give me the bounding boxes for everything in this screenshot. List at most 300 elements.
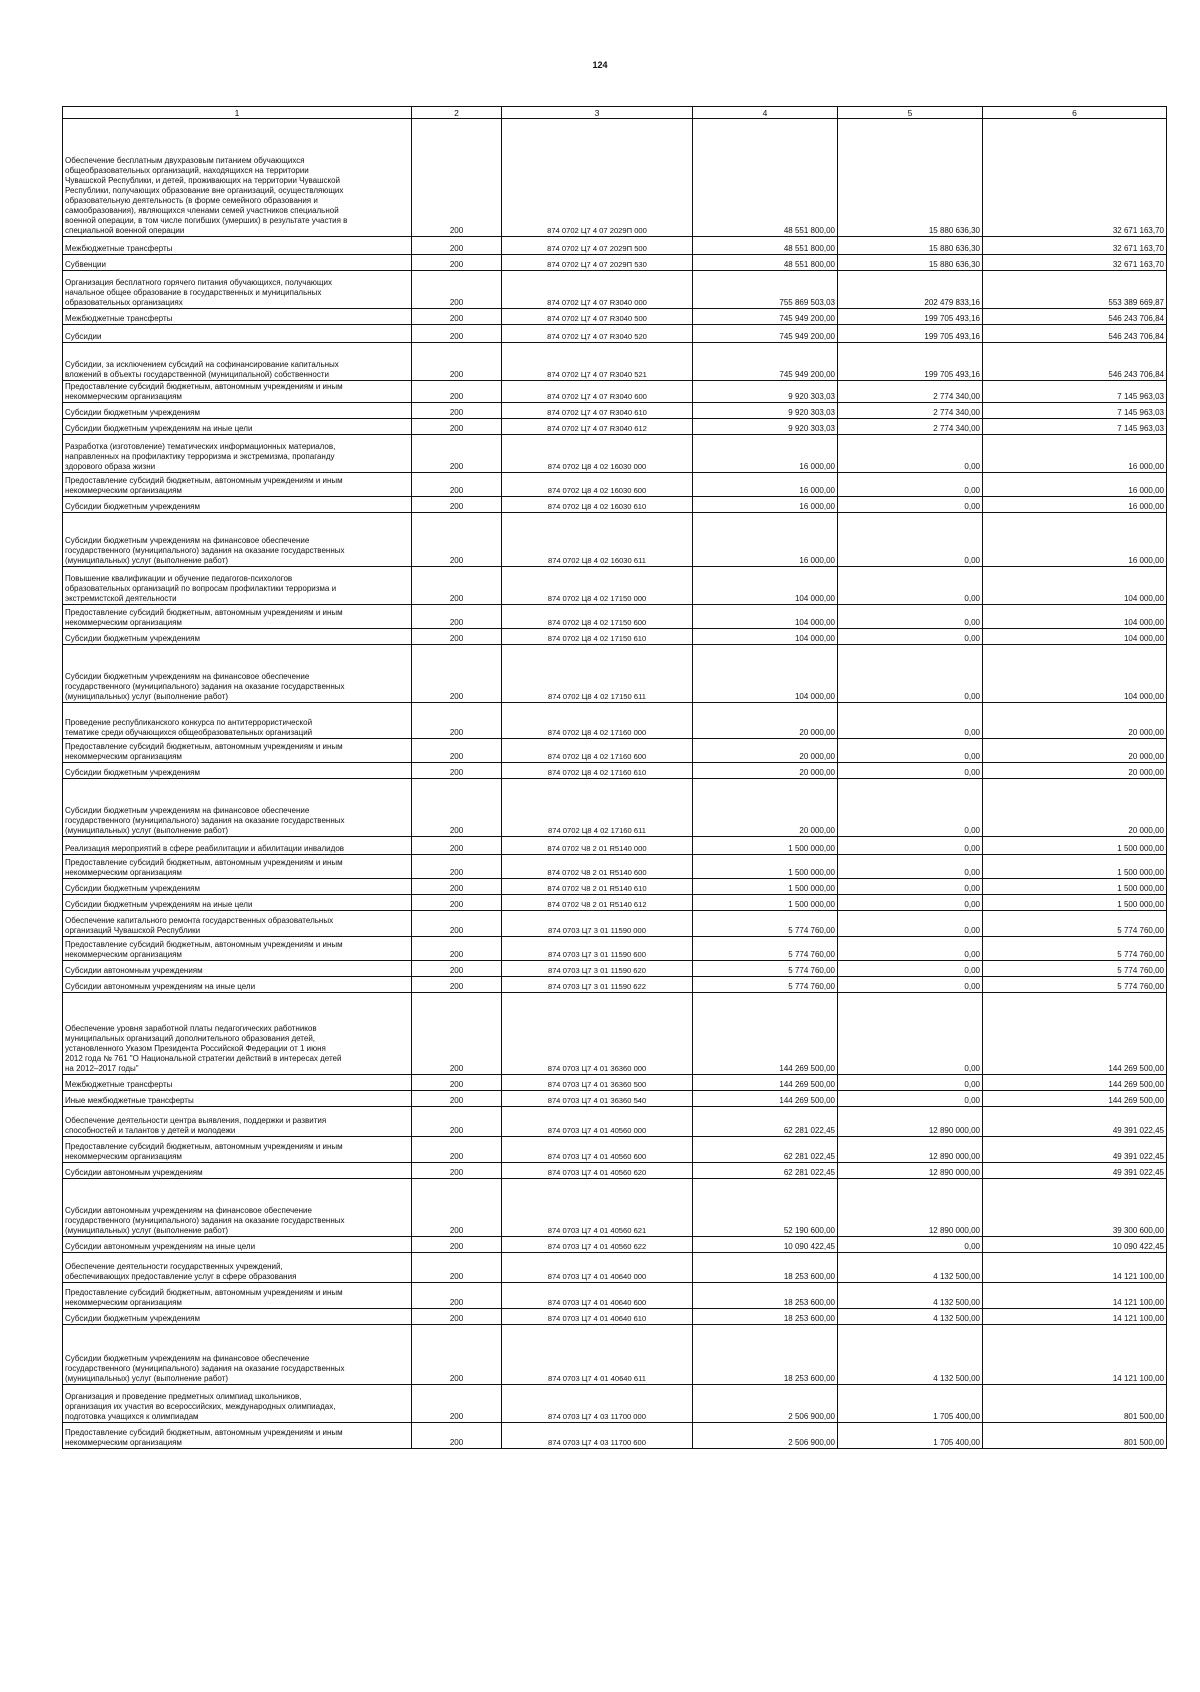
row-code-cell: 200	[412, 977, 502, 993]
row-amount-remaining-cell: 14 121 100,00	[983, 1253, 1167, 1283]
row-name-cell: Межбюджетные трансферты	[63, 1075, 412, 1091]
row-code-cell: 200	[412, 1163, 502, 1179]
row-kbk-cell: 874 0702 Ц8 4 02 16030 600	[502, 473, 693, 497]
row-amount-remaining-cell: 20 000,00	[983, 703, 1167, 739]
row-amount-executed-cell: 15 880 636,30	[838, 255, 983, 271]
table-row	[63, 703, 1167, 739]
row-amount-total-cell: 48 551 800,00	[693, 255, 838, 271]
row-code-cell: 200	[412, 837, 502, 855]
row-amount-executed-cell: 4 132 500,00	[838, 1253, 983, 1283]
row-kbk-cell: 874 0703 Ц7 4 01 40640 600	[502, 1283, 693, 1309]
row-amount-executed-cell: 0,00	[838, 911, 983, 937]
row-amount-remaining-cell: 32 671 163,70	[983, 255, 1167, 271]
row-amount-remaining-cell: 14 121 100,00	[983, 1309, 1167, 1325]
row-name-cell: Субсидии бюджетным учреждениям	[63, 497, 412, 513]
row-kbk-cell: 874 0702 Ч8 2 01 R5140 610	[502, 879, 693, 895]
row-kbk-cell: 874 0702 Ц8 4 02 17160 000	[502, 703, 693, 739]
row-amount-total-cell: 1 500 000,00	[693, 855, 838, 879]
row-code-cell: 200	[412, 911, 502, 937]
row-code-cell: 200	[412, 605, 502, 629]
row-kbk-cell: 874 0703 Ц7 4 03 11700 600	[502, 1423, 693, 1449]
row-code-cell: 200	[412, 739, 502, 763]
row-amount-remaining-cell: 5 774 760,00	[983, 911, 1167, 937]
row-name-cell: Обеспечение капитального ремонта государственных образовательных организаций Чувашской Республики	[63, 911, 412, 937]
row-amount-total-cell: 1 500 000,00	[693, 837, 838, 855]
row-code-cell: 200	[412, 645, 502, 703]
row-amount-executed-cell: 12 890 000,00	[838, 1179, 983, 1237]
table-row	[63, 1325, 1167, 1385]
table-row	[63, 937, 1167, 961]
row-kbk-cell: 874 0702 Ц8 4 02 17150 611	[502, 645, 693, 703]
table-row	[63, 497, 1167, 513]
row-name-cell: Субсидии бюджетным учреждениям на иные цели	[63, 419, 412, 435]
row-code-cell: 200	[412, 381, 502, 403]
row-kbk-cell: 874 0702 Ц7 4 07 2029П 500	[502, 237, 693, 255]
row-amount-executed-cell: 1 705 400,00	[838, 1423, 983, 1449]
row-kbk-cell: 874 0703 Ц7 4 01 40640 610	[502, 1309, 693, 1325]
row-amount-total-cell: 5 774 760,00	[693, 961, 838, 977]
row-amount-total-cell: 104 000,00	[693, 629, 838, 645]
row-amount-total-cell: 16 000,00	[693, 497, 838, 513]
row-code-cell: 200	[412, 993, 502, 1075]
row-name-cell: Обеспечение деятельности центра выявления, поддержки и развития способностей и талантов у детей и молодежи	[63, 1107, 412, 1137]
row-amount-total-cell: 62 281 022,45	[693, 1163, 838, 1179]
row-kbk-cell: 874 0702 Ц7 4 07 R3040 000	[502, 271, 693, 309]
table-row	[63, 837, 1167, 855]
row-kbk-cell: 874 0703 Ц7 4 01 40640 000	[502, 1253, 693, 1283]
row-name-cell: Проведение республиканского конкурса по антитеррористической тематике среди обучающихся общеобразовательных организаций	[63, 703, 412, 739]
row-name-cell: Субсидии бюджетным учреждениям	[63, 629, 412, 645]
row-amount-remaining-cell: 16 000,00	[983, 473, 1167, 497]
row-kbk-cell: 874 0702 Ц7 4 07 R3040 521	[502, 343, 693, 381]
row-amount-total-cell: 104 000,00	[693, 605, 838, 629]
row-amount-executed-cell: 2 774 340,00	[838, 381, 983, 403]
row-amount-total-cell: 18 253 600,00	[693, 1253, 838, 1283]
row-name-cell: Предоставление субсидий бюджетным, автономным учреждениям и иным некоммерческим организациям	[63, 937, 412, 961]
row-amount-executed-cell: 12 890 000,00	[838, 1107, 983, 1137]
row-code-cell: 200	[412, 271, 502, 309]
row-name-cell: Организация бесплатного горячего питания обучающихся, получающих начальное общее образование в государственных и муниципальных образовательных организациях	[63, 271, 412, 309]
row-amount-total-cell: 16 000,00	[693, 435, 838, 473]
row-kbk-cell: 874 0702 Ц8 4 02 17160 600	[502, 739, 693, 763]
row-code-cell: 200	[412, 1253, 502, 1283]
row-amount-executed-cell: 0,00	[838, 473, 983, 497]
row-name-cell: Предоставление субсидий бюджетным, автономным учреждениям и иным некоммерческим организациям	[63, 605, 412, 629]
row-amount-total-cell: 20 000,00	[693, 739, 838, 763]
row-name-cell: Предоставление субсидий бюджетным, автономным учреждениям и иным некоммерческим организациям	[63, 855, 412, 879]
row-amount-executed-cell: 2 774 340,00	[838, 419, 983, 435]
row-amount-remaining-cell: 7 145 963,03	[983, 419, 1167, 435]
column-header-3: 3	[502, 107, 693, 119]
row-kbk-cell: 874 0703 Ц7 4 01 40560 600	[502, 1137, 693, 1163]
row-amount-remaining-cell: 104 000,00	[983, 567, 1167, 605]
row-name-cell: Предоставление субсидий бюджетным, автономным учреждениям и иным некоммерческим организациям	[63, 1283, 412, 1309]
row-amount-total-cell: 18 253 600,00	[693, 1309, 838, 1325]
row-amount-executed-cell: 12 890 000,00	[838, 1137, 983, 1163]
row-name-cell: Субсидии автономным учреждениям на иные цели	[63, 977, 412, 993]
row-amount-remaining-cell: 553 389 669,87	[983, 271, 1167, 309]
row-name-cell: Субсидии бюджетным учреждениям	[63, 1309, 412, 1325]
table-row	[63, 879, 1167, 895]
table-row	[63, 1091, 1167, 1107]
row-amount-total-cell: 745 949 200,00	[693, 343, 838, 381]
row-amount-executed-cell: 4 132 500,00	[838, 1283, 983, 1309]
row-amount-remaining-cell: 49 391 022,45	[983, 1107, 1167, 1137]
column-header-2: 2	[412, 107, 502, 119]
row-amount-remaining-cell: 144 269 500,00	[983, 1075, 1167, 1091]
row-name-cell: Субсидии бюджетным учреждениям	[63, 879, 412, 895]
row-amount-total-cell: 745 949 200,00	[693, 325, 838, 343]
row-name-cell: Субсидии бюджетным учреждениям на финансовое обеспечение государственного (муниципального) задания на оказание государственных (муниципальных) услуг (выполнение работ)	[63, 645, 412, 703]
table-row	[63, 911, 1167, 937]
row-amount-executed-cell: 0,00	[838, 855, 983, 879]
row-code-cell: 200	[412, 1075, 502, 1091]
row-amount-remaining-cell: 49 391 022,45	[983, 1163, 1167, 1179]
row-code-cell: 200	[412, 1423, 502, 1449]
row-kbk-cell: 874 0702 Ц7 4 07 R3040 600	[502, 381, 693, 403]
row-amount-remaining-cell: 801 500,00	[983, 1385, 1167, 1423]
table-row	[63, 119, 1167, 237]
table-row	[63, 977, 1167, 993]
table-row	[63, 343, 1167, 381]
row-amount-remaining-cell: 5 774 760,00	[983, 977, 1167, 993]
row-amount-total-cell: 144 269 500,00	[693, 993, 838, 1075]
row-amount-executed-cell: 202 479 833,16	[838, 271, 983, 309]
row-amount-total-cell: 104 000,00	[693, 567, 838, 605]
table-row	[63, 855, 1167, 879]
row-amount-remaining-cell: 144 269 500,00	[983, 1091, 1167, 1107]
row-kbk-cell: 874 0702 Ц8 4 02 16030 610	[502, 497, 693, 513]
row-code-cell: 200	[412, 961, 502, 977]
row-amount-executed-cell: 0,00	[838, 993, 983, 1075]
row-amount-total-cell: 18 253 600,00	[693, 1325, 838, 1385]
row-name-cell: Субсидии	[63, 325, 412, 343]
row-code-cell: 200	[412, 1237, 502, 1253]
row-amount-total-cell: 745 949 200,00	[693, 309, 838, 325]
row-amount-executed-cell: 199 705 493,16	[838, 309, 983, 325]
row-amount-executed-cell: 15 880 636,30	[838, 237, 983, 255]
row-code-cell: 200	[412, 513, 502, 567]
row-kbk-cell: 874 0702 Ц8 4 02 16030 611	[502, 513, 693, 567]
table-body	[63, 119, 1167, 1449]
table-row	[63, 255, 1167, 271]
table-row	[63, 779, 1167, 837]
row-kbk-cell: 874 0702 Ц8 4 02 17150 610	[502, 629, 693, 645]
row-amount-remaining-cell: 104 000,00	[983, 605, 1167, 629]
row-name-cell: Субсидии автономным учреждениям на иные цели	[63, 1237, 412, 1253]
row-name-cell: Межбюджетные трансферты	[63, 237, 412, 255]
row-kbk-cell: 874 0702 Ч8 2 01 R5140 600	[502, 855, 693, 879]
table-row	[63, 763, 1167, 779]
row-amount-total-cell: 52 190 600,00	[693, 1179, 838, 1237]
row-kbk-cell: 874 0703 Ц7 4 03 11700 000	[502, 1385, 693, 1423]
row-amount-remaining-cell: 5 774 760,00	[983, 961, 1167, 977]
row-amount-executed-cell: 0,00	[838, 513, 983, 567]
table-row	[63, 237, 1167, 255]
row-kbk-cell: 874 0702 Ц8 4 02 17160 611	[502, 779, 693, 837]
row-kbk-cell: 874 0703 Ц7 4 01 40560 621	[502, 1179, 693, 1237]
row-amount-total-cell: 16 000,00	[693, 473, 838, 497]
row-amount-remaining-cell: 39 300 600,00	[983, 1179, 1167, 1237]
row-name-cell: Предоставление субсидий бюджетным, автономным учреждениям и иным некоммерческим организациям	[63, 381, 412, 403]
row-kbk-cell: 874 0702 Ц7 4 07 2029П 530	[502, 255, 693, 271]
row-code-cell: 200	[412, 325, 502, 343]
row-amount-remaining-cell: 5 774 760,00	[983, 937, 1167, 961]
table-row	[63, 1423, 1167, 1449]
row-amount-remaining-cell: 801 500,00	[983, 1423, 1167, 1449]
row-amount-remaining-cell: 10 090 422,45	[983, 1237, 1167, 1253]
row-amount-total-cell: 144 269 500,00	[693, 1091, 838, 1107]
table-row	[63, 325, 1167, 343]
table-row	[63, 309, 1167, 325]
row-amount-remaining-cell: 32 671 163,70	[983, 119, 1167, 237]
table-row	[63, 1075, 1167, 1091]
row-name-cell: Обеспечение бесплатным двухразовым питанием обучающихся общеобразовательных организаций, находящихся на территории Чувашской Республики, и детей, проживающих на территории Чувашской Республики, получающих образование вне организаций, осуществляющих образовательную деятельность (в форме семейного образования и самообразования), являющихся членами семей участников специальной военной операции, в том числе погибших (умерших) в результате участия в специальной военной операции	[63, 119, 412, 237]
row-amount-remaining-cell: 546 243 706,84	[983, 343, 1167, 381]
row-name-cell: Реализация мероприятий в сфере реабилитации и абилитации инвалидов	[63, 837, 412, 855]
row-amount-total-cell: 2 506 900,00	[693, 1423, 838, 1449]
row-name-cell: Предоставление субсидий бюджетным, автономным учреждениям и иным некоммерческим организациям	[63, 1423, 412, 1449]
row-kbk-cell: 874 0702 Ц8 4 02 17160 610	[502, 763, 693, 779]
row-amount-executed-cell: 1 705 400,00	[838, 1385, 983, 1423]
row-amount-executed-cell: 0,00	[838, 567, 983, 605]
row-name-cell: Субсидии автономным учреждениям на финансовое обеспечение государственного (муниципального) задания на оказание государственных (муниципальных) услуг (выполнение работ)	[63, 1179, 412, 1237]
row-amount-executed-cell: 0,00	[838, 1075, 983, 1091]
row-amount-remaining-cell: 104 000,00	[983, 645, 1167, 703]
row-code-cell: 200	[412, 779, 502, 837]
row-kbk-cell: 874 0702 Ц8 4 02 16030 000	[502, 435, 693, 473]
row-amount-total-cell: 104 000,00	[693, 645, 838, 703]
row-amount-total-cell: 20 000,00	[693, 763, 838, 779]
table-row	[63, 1137, 1167, 1163]
row-amount-remaining-cell: 1 500 000,00	[983, 837, 1167, 855]
row-name-cell: Предоставление субсидий бюджетным, автономным учреждениям и иным некоммерческим организациям	[63, 739, 412, 763]
row-code-cell: 200	[412, 309, 502, 325]
row-name-cell: Разработка (изготовление) тематических информационных материалов, направленных на профилактику терроризма и экстремизма, пропаганду здорового образа жизни	[63, 435, 412, 473]
row-code-cell: 200	[412, 419, 502, 435]
table-row	[63, 403, 1167, 419]
row-amount-remaining-cell: 16 000,00	[983, 497, 1167, 513]
row-amount-executed-cell: 0,00	[838, 961, 983, 977]
table-row	[63, 419, 1167, 435]
row-name-cell: Субсидии, за исключением субсидий на софинансирование капитальных вложений в объекты государственной (муниципальной) собственности	[63, 343, 412, 381]
row-name-cell: Субсидии бюджетным учреждениям на финансовое обеспечение государственного (муниципального) задания на оказание государственных (муниципальных) услуг (выполнение работ)	[63, 513, 412, 567]
row-amount-total-cell: 5 774 760,00	[693, 977, 838, 993]
row-amount-total-cell: 5 774 760,00	[693, 911, 838, 937]
row-code-cell: 200	[412, 1325, 502, 1385]
row-amount-executed-cell: 0,00	[838, 605, 983, 629]
row-amount-total-cell: 5 774 760,00	[693, 937, 838, 961]
row-amount-executed-cell: 0,00	[838, 1237, 983, 1253]
row-kbk-cell: 874 0703 Ц7 4 01 40560 000	[502, 1107, 693, 1137]
row-amount-remaining-cell: 20 000,00	[983, 779, 1167, 837]
column-header-4: 4	[693, 107, 838, 119]
row-amount-executed-cell: 0,00	[838, 937, 983, 961]
row-amount-executed-cell: 0,00	[838, 895, 983, 911]
row-code-cell: 200	[412, 895, 502, 911]
row-kbk-cell: 874 0702 Ц7 4 07 2029П 000	[502, 119, 693, 237]
row-kbk-cell: 874 0702 Ч8 2 01 R5140 000	[502, 837, 693, 855]
table-row	[63, 1107, 1167, 1137]
row-name-cell: Межбюджетные трансферты	[63, 309, 412, 325]
row-amount-remaining-cell: 20 000,00	[983, 739, 1167, 763]
row-name-cell: Субвенции	[63, 255, 412, 271]
row-amount-executed-cell: 12 890 000,00	[838, 1163, 983, 1179]
row-code-cell: 200	[412, 1137, 502, 1163]
row-amount-total-cell: 20 000,00	[693, 703, 838, 739]
row-kbk-cell: 874 0702 Ц7 4 07 R3040 612	[502, 419, 693, 435]
row-amount-executed-cell: 0,00	[838, 1091, 983, 1107]
row-amount-remaining-cell: 144 269 500,00	[983, 993, 1167, 1075]
row-amount-executed-cell: 0,00	[838, 739, 983, 763]
table-row	[63, 1385, 1167, 1423]
row-amount-total-cell: 48 551 800,00	[693, 119, 838, 237]
row-amount-remaining-cell: 16 000,00	[983, 513, 1167, 567]
row-amount-executed-cell: 0,00	[838, 645, 983, 703]
row-name-cell: Субсидии бюджетным учреждениям на иные цели	[63, 895, 412, 911]
row-amount-remaining-cell: 14 121 100,00	[983, 1283, 1167, 1309]
row-amount-total-cell: 9 920 303,03	[693, 403, 838, 419]
row-amount-executed-cell: 4 132 500,00	[838, 1309, 983, 1325]
row-kbk-cell: 874 0703 Ц7 4 01 40640 611	[502, 1325, 693, 1385]
row-amount-executed-cell: 0,00	[838, 497, 983, 513]
row-amount-total-cell: 20 000,00	[693, 779, 838, 837]
row-code-cell: 200	[412, 1107, 502, 1137]
row-code-cell: 200	[412, 1385, 502, 1423]
row-amount-total-cell: 62 281 022,45	[693, 1137, 838, 1163]
row-code-cell: 200	[412, 567, 502, 605]
row-name-cell: Иные межбюджетные трансферты	[63, 1091, 412, 1107]
row-code-cell: 200	[412, 343, 502, 381]
row-amount-remaining-cell: 1 500 000,00	[983, 855, 1167, 879]
row-code-cell: 200	[412, 1091, 502, 1107]
row-amount-total-cell: 9 920 303,03	[693, 419, 838, 435]
table-row	[63, 381, 1167, 403]
row-name-cell: Субсидии автономным учреждениям	[63, 961, 412, 977]
table-row	[63, 1253, 1167, 1283]
row-kbk-cell: 874 0703 Ц7 3 01 11590 620	[502, 961, 693, 977]
row-amount-executed-cell: 0,00	[838, 703, 983, 739]
row-name-cell: Субсидии бюджетным учреждениям	[63, 403, 412, 419]
row-amount-executed-cell: 2 774 340,00	[838, 403, 983, 419]
column-header-6: 6	[983, 107, 1167, 119]
row-amount-total-cell: 48 551 800,00	[693, 237, 838, 255]
column-header-5: 5	[838, 107, 983, 119]
row-kbk-cell: 874 0703 Ц7 4 01 36360 540	[502, 1091, 693, 1107]
row-amount-executed-cell: 0,00	[838, 779, 983, 837]
row-kbk-cell: 874 0703 Ц7 4 01 36360 500	[502, 1075, 693, 1091]
column-number-row	[63, 107, 1167, 119]
row-code-cell: 200	[412, 473, 502, 497]
row-code-cell: 200	[412, 435, 502, 473]
row-amount-executed-cell: 0,00	[838, 837, 983, 855]
row-kbk-cell: 874 0703 Ц7 4 01 40560 620	[502, 1163, 693, 1179]
row-amount-total-cell: 9 920 303,03	[693, 381, 838, 403]
row-amount-executed-cell: 0,00	[838, 763, 983, 779]
row-kbk-cell: 874 0703 Ц7 3 01 11590 000	[502, 911, 693, 937]
table-row	[63, 895, 1167, 911]
row-amount-total-cell: 62 281 022,45	[693, 1107, 838, 1137]
row-amount-remaining-cell: 546 243 706,84	[983, 325, 1167, 343]
row-code-cell: 200	[412, 403, 502, 419]
row-name-cell: Обеспечение деятельности государственных учреждений, обеспечивающих предоставление услуг в сфере образования	[63, 1253, 412, 1283]
table-row	[63, 1237, 1167, 1253]
row-amount-remaining-cell: 14 121 100,00	[983, 1325, 1167, 1385]
row-code-cell: 200	[412, 855, 502, 879]
row-code-cell: 200	[412, 629, 502, 645]
row-amount-executed-cell: 0,00	[838, 629, 983, 645]
table-row	[63, 473, 1167, 497]
row-code-cell: 200	[412, 119, 502, 237]
row-amount-remaining-cell: 49 391 022,45	[983, 1137, 1167, 1163]
row-name-cell: Предоставление субсидий бюджетным, автономным учреждениям и иным некоммерческим организациям	[63, 473, 412, 497]
row-kbk-cell: 874 0702 Ч8 2 01 R5140 612	[502, 895, 693, 911]
column-header-1: 1	[63, 107, 412, 119]
row-code-cell: 200	[412, 237, 502, 255]
row-amount-executed-cell: 0,00	[838, 977, 983, 993]
row-code-cell: 200	[412, 1309, 502, 1325]
row-amount-remaining-cell: 7 145 963,03	[983, 381, 1167, 403]
table-row	[63, 1163, 1167, 1179]
row-amount-remaining-cell: 20 000,00	[983, 763, 1167, 779]
table-row	[63, 739, 1167, 763]
row-name-cell: Повышение квалификации и обучение педагогов-психологов образовательных организаций по вопросам профилактики терроризма и экстремистской деятельности	[63, 567, 412, 605]
row-kbk-cell: 874 0702 Ц7 4 07 R3040 610	[502, 403, 693, 419]
row-code-cell: 200	[412, 879, 502, 895]
row-code-cell: 200	[412, 255, 502, 271]
row-kbk-cell: 874 0702 Ц7 4 07 R3040 520	[502, 325, 693, 343]
row-kbk-cell: 874 0703 Ц7 4 01 40560 622	[502, 1237, 693, 1253]
row-amount-remaining-cell: 7 145 963,03	[983, 403, 1167, 419]
table-row	[63, 513, 1167, 567]
table-row	[63, 567, 1167, 605]
table-row	[63, 1179, 1167, 1237]
row-amount-total-cell: 755 869 503,03	[693, 271, 838, 309]
table-row	[63, 961, 1167, 977]
row-kbk-cell: 874 0702 Ц8 4 02 17150 600	[502, 605, 693, 629]
row-kbk-cell: 874 0702 Ц7 4 07 R3040 500	[502, 309, 693, 325]
row-code-cell: 200	[412, 763, 502, 779]
table-row	[63, 1283, 1167, 1309]
row-amount-total-cell: 2 506 900,00	[693, 1385, 838, 1423]
row-amount-executed-cell: 0,00	[838, 879, 983, 895]
row-amount-executed-cell: 199 705 493,16	[838, 343, 983, 381]
budget-table	[62, 106, 1167, 1449]
row-code-cell: 200	[412, 937, 502, 961]
row-amount-remaining-cell: 546 243 706,84	[983, 309, 1167, 325]
row-amount-executed-cell: 15 880 636,30	[838, 119, 983, 237]
table-row	[63, 993, 1167, 1075]
row-kbk-cell: 874 0703 Ц7 4 01 36360 000	[502, 993, 693, 1075]
row-amount-executed-cell: 0,00	[838, 435, 983, 473]
row-code-cell: 200	[412, 1179, 502, 1237]
row-code-cell: 200	[412, 497, 502, 513]
row-name-cell: Субсидии бюджетным учреждениям на финансовое обеспечение государственного (муниципального) задания на оказание государственных (муниципальных) услуг (выполнение работ)	[63, 779, 412, 837]
row-name-cell: Предоставление субсидий бюджетным, автономным учреждениям и иным некоммерческим организациям	[63, 1137, 412, 1163]
row-kbk-cell: 874 0703 Ц7 3 01 11590 622	[502, 977, 693, 993]
table-row	[63, 271, 1167, 309]
row-code-cell: 200	[412, 1283, 502, 1309]
page-number: 124	[592, 60, 608, 70]
row-amount-total-cell: 1 500 000,00	[693, 879, 838, 895]
table-row	[63, 1309, 1167, 1325]
row-name-cell: Субсидии автономным учреждениям	[63, 1163, 412, 1179]
row-amount-executed-cell: 199 705 493,16	[838, 325, 983, 343]
row-kbk-cell: 874 0702 Ц8 4 02 17150 000	[502, 567, 693, 605]
table-row	[63, 645, 1167, 703]
row-amount-remaining-cell: 16 000,00	[983, 435, 1167, 473]
row-name-cell: Обеспечение уровня заработной платы педагогических работников муниципальных организаций дополнительного образования детей, установленного Указом Президента Российской Федерации от 1 июня 2012 года № 761 "О Национальной стратегии действий в интересах детей на 2012–2017 годы"	[63, 993, 412, 1075]
